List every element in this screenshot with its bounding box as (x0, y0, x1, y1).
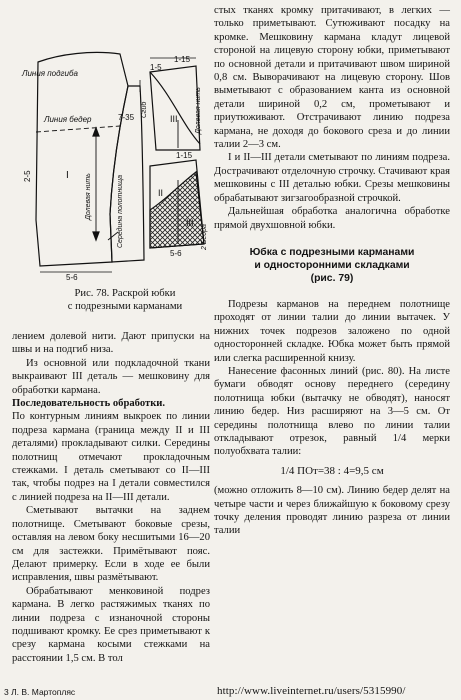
right-paragraph-4: Подрезы карманов на переднем полотнище проходят от линии талии до линии вытачек. У нижних точек подрезов заложено по одной односторонней складке. Юбка может быть прямой или слегка расширенной книзу. (214, 298, 450, 364)
pattern-piece-ii-iii (150, 160, 204, 248)
section-title (214, 246, 450, 285)
diagram-label-4: 2-5 (23, 170, 32, 182)
right-paragraph-1: стых тканях кромку притачивают, в легких — только приметывают. Сутюживают посадку на кромке. Мешковину кармана кладут лицевой стороной на лицевую сторону юбки, приметывают по основной детали и притачивают швом шириной 0,8 см. Выворачивают на лицевую сторону. Шов выметывают с образованием канта из основной детали шириной 0,2 см, прометывают и приутюживают. Отстрачивают линию подреза кармана, не доходя до бокового среза и до линии талии 2—3 см. (214, 5, 450, 151)
diagram-label-7: 1-5 (150, 63, 162, 72)
diagram-label-1: 1-15 (174, 55, 191, 64)
diagram-label-12: III (170, 114, 178, 124)
pattern-piece-iii-top (150, 66, 200, 150)
left-column (12, 330, 210, 665)
right-paragraph-6: (можно отложить 8—10 см). Линию бедер делят на четыре части и через ближайшую к боковому срезу точку деления проводят линию разреза от линии талии (214, 485, 450, 537)
section-title-line1: Юбка с подрезными карманами (249, 246, 415, 258)
formula: 1/4 ПОт=38 : 4=9,5 см (280, 464, 384, 477)
diagram-label-11: I (66, 170, 69, 181)
diagram-label-8: Линия подгиба (22, 69, 78, 78)
left-paragraph-4: Сметывают вытачки на заднем полотнище. Сметывают боковые срезы, оставляя на левом боку несшитыми 16—20 см для застежки. Примётывают пояс. Делают примерку. Если в ходе ее были исправления, швы размётывают. (12, 505, 210, 584)
figure-caption-line2: с подрезными карманами (67, 301, 183, 312)
diagram-label-9: Линия бедер (44, 115, 92, 124)
right-paragraph-3: Дальнейшая обработка аналогична обработке прямой двухшовной юбки. (214, 206, 450, 231)
left-paragraph-5: Обрабатывают менковиной подрез кармана. В легко растяжимых тканях по линии подреза с изнаночной стороны подшивают кромку. Ее срез приметывают к срезу кармана косыми стежками на расстоянии 1,5 см. В тол (12, 585, 210, 664)
diagram-label-3: 7-35 (118, 113, 135, 122)
pattern-piece-i (36, 52, 128, 266)
footer-author: 3 Л. В. Мартопляс (4, 687, 76, 697)
section-title-line3: (рис. 79) (310, 272, 354, 284)
figure-caption-line1: Рис. 78. Раскрой юбки (74, 288, 176, 299)
left-paragraph-1: лением долевой нити. Дают припуски на швы и на подгиб низа. (12, 331, 210, 356)
section-title-line2: и односторонними складками (254, 259, 410, 271)
diagram-label-5: 5-6 (66, 273, 78, 282)
left-paragraph-3: По контурным линиям выкроек по линии подреза кармана (граница между II и III деталями) прокладывают силки. Середины полотнищ отмечают прокладочным стежками. I деталь сметывают со II—III так, чтобы подрез на I детали совместился с линией подреза на II—III детали. (12, 411, 210, 503)
diagram-label-15: Долевая нить (85, 173, 92, 220)
diagram-label-2: 1-15 (176, 151, 193, 160)
diagram-label-16: Долевая нить (195, 87, 202, 134)
figure-caption (50, 287, 200, 313)
diagram-label-14: III (186, 218, 194, 228)
diagram-label-6: 5-6 (170, 249, 182, 258)
diagram-label-13: II (158, 188, 164, 198)
left-paragraph-2: Из основной или подкладочной ткани выкраивают III деталь — мешковину для обработки кармана. (12, 357, 210, 396)
right-paragraph-2: I и II—III детали сметывают по линиям подреза. Дострачивают отделочную строчку. Стачивают края мешковины с III деталью юбки. Срезы мешковины обрабатывают зигзагообразной строчкой. (214, 152, 450, 204)
diagram-label-18: 2 Бедра (201, 224, 208, 250)
left-paragraph-heading: Последовательность обработки. (12, 398, 166, 410)
footer-url[interactable]: http://www.liveinternet.ru/users/5315990/ (217, 685, 406, 697)
right-column (214, 4, 450, 538)
diagram-label-17: Сгиб (141, 101, 148, 118)
diagram-label-10: Середина полотнища (117, 174, 124, 248)
right-paragraph-5: Нанесение фасонных линий (рис. 80). На листе бумаги обводят основу переднего (середину полотнища юбки (вытачку не обводят), наносят линию бедер. Низ расширяют на 3—5 см. От середины полотнища влево по линии талии откладывают отрезок, равный 1/4 мерки полуобхвата талии: (214, 365, 450, 458)
